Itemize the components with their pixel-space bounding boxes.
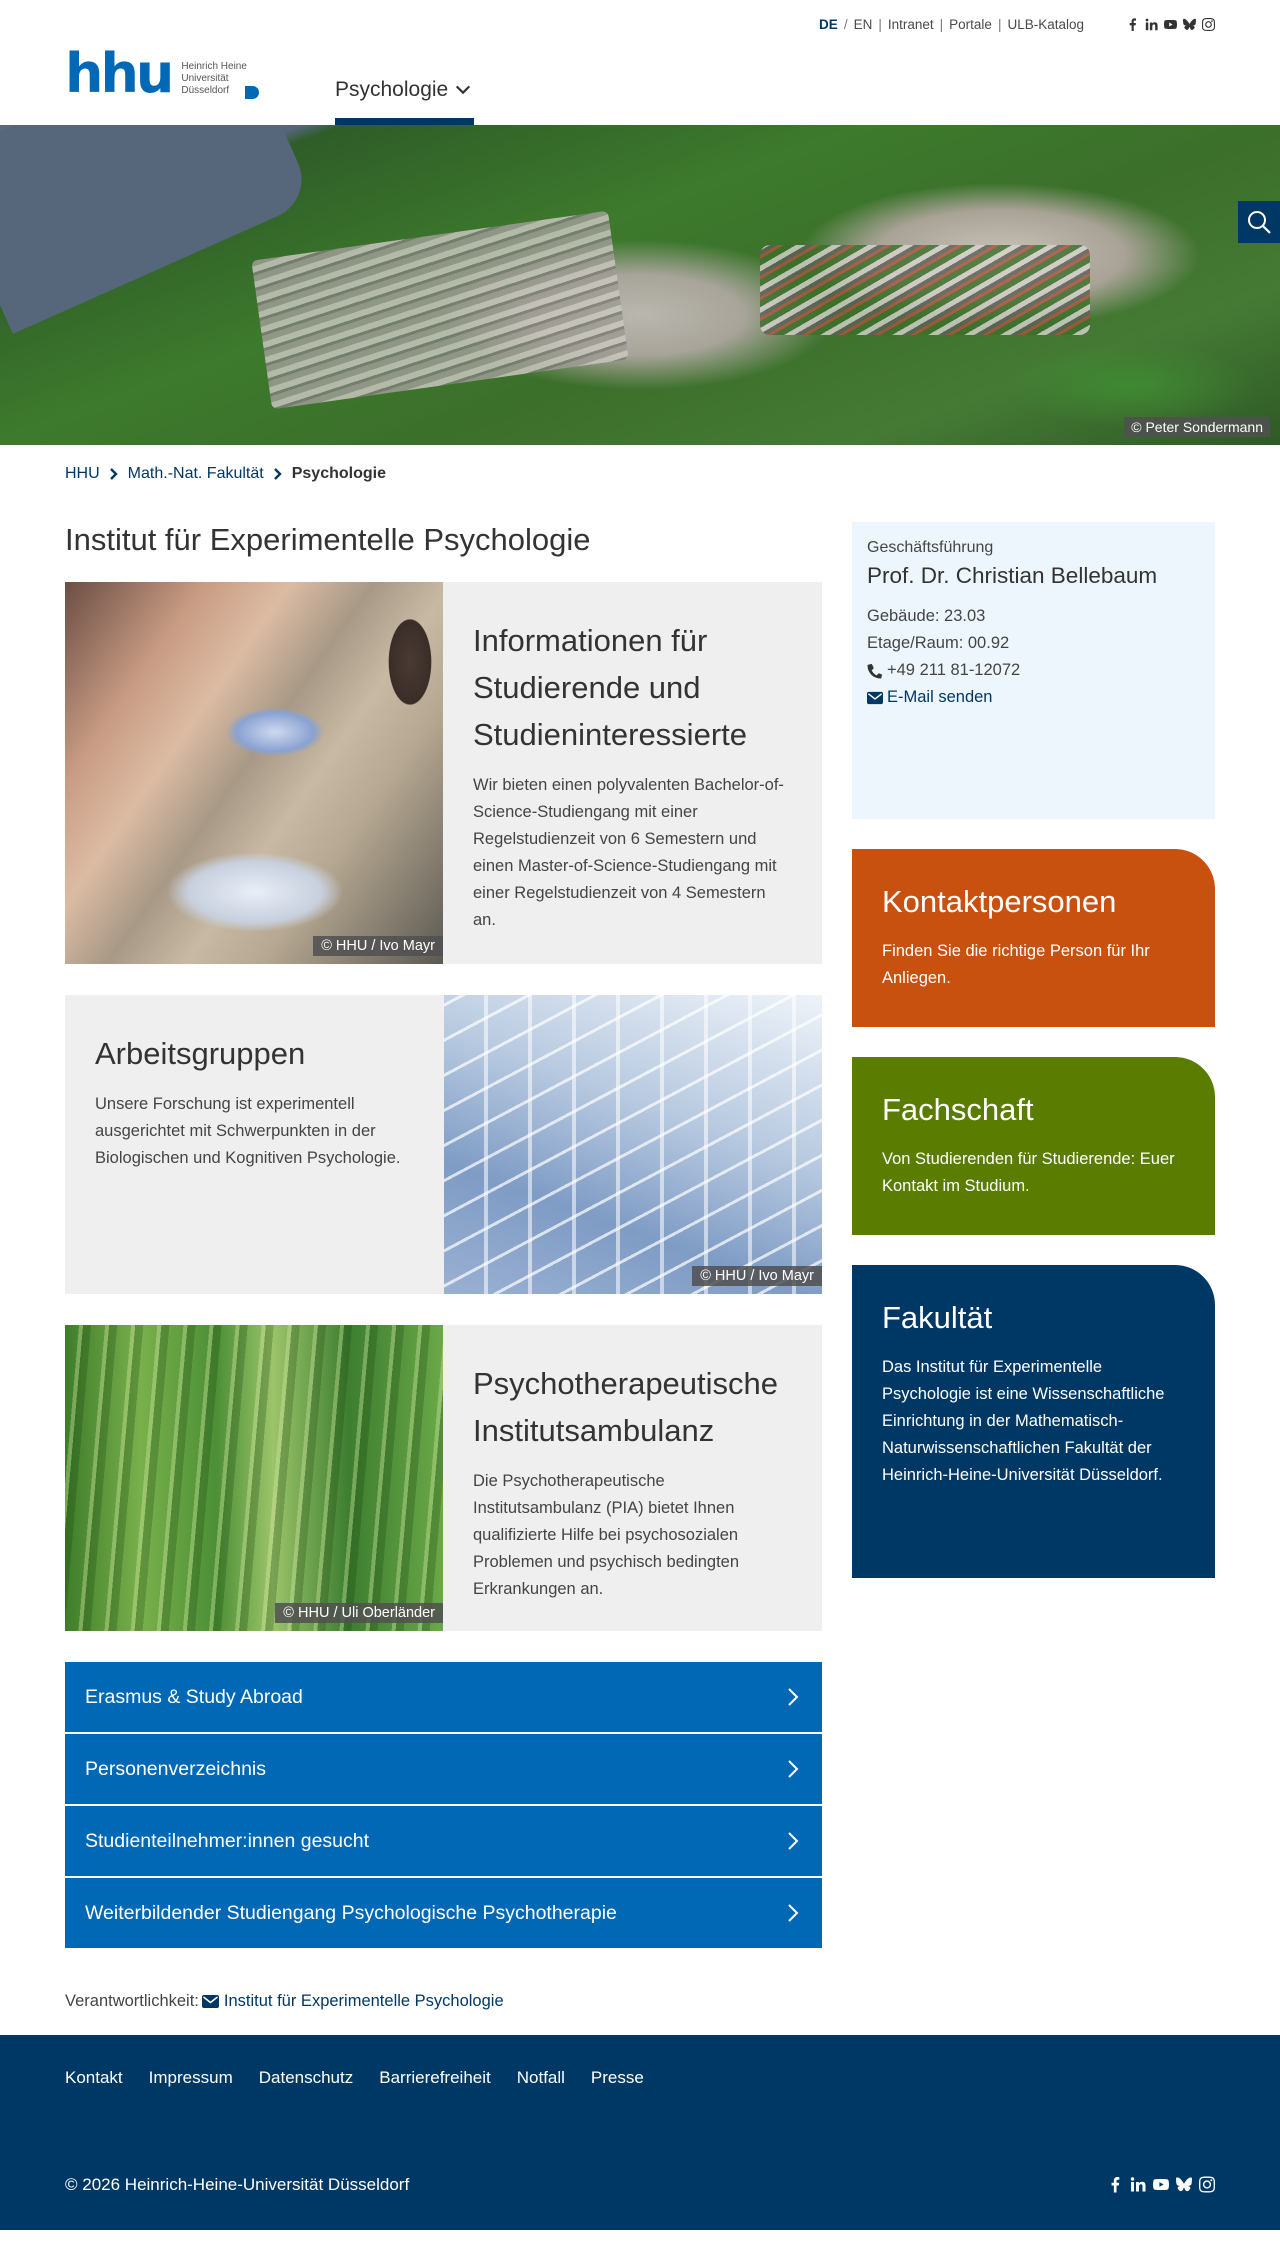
envelope-icon [867,690,883,706]
divider: | [997,17,1002,32]
logo-text [181,61,247,97]
contact-email-link[interactable] [867,684,1200,711]
link-weiterbildung[interactable] [65,1878,822,1948]
social-links [1126,18,1215,31]
footer-link-barrierefreiheit[interactable]: Barrierefreiheit [379,2068,491,2087]
card-fachschaft[interactable] [852,1057,1215,1235]
chevron-right-icon [108,468,120,480]
teaser-text [443,582,822,964]
intranet-link[interactable]: Intranet [887,17,934,32]
card-text: Das Institut für Experimentelle Psychologie ist eine Wissenschaftliche Einrichtung in der Mathematisch-Naturwissenschaftlichen Fakultät der Heinrich-Heine-Universität Düsseldorf. [882,1358,1165,1484]
copyright: © 2026 Heinrich-Heine-Universität Düsseldorf [65,2175,410,2194]
responsibility [65,1992,822,2011]
ulb-katalog-link[interactable]: ULB-Katalog [1007,17,1084,32]
phone-icon [867,663,883,679]
teaser-arbeitsgruppen[interactable] [65,995,822,1294]
building-image [444,995,822,1294]
card-text: Finden Sie die richtige Person für Ihr Anliegen. [882,942,1150,987]
card-title: Fachschaft [882,1092,1034,1127]
portale-link[interactable]: Portale [949,17,992,32]
teaser-text [443,1325,822,1631]
youtube-icon[interactable] [1153,2176,1169,2193]
hero-campus [251,211,628,410]
teaser-text [65,995,444,1294]
envelope-icon [202,1995,219,2008]
contact-name: Prof. Dr. Christian Bellebaum [867,563,1158,588]
breadcrumb-hhu[interactable]: HHU [65,465,100,482]
chevron-right-icon [786,1687,800,1707]
bluesky-icon[interactable] [1176,2176,1192,2193]
contact-room: Etage/Raum: 00.92 [867,634,1010,652]
chevron-right-icon [786,1759,800,1779]
hero-image [0,125,1280,445]
youtube-icon[interactable] [1164,18,1177,31]
contact-phone[interactable] [867,657,1200,684]
footer-link-kontakt[interactable]: Kontakt [65,2068,123,2087]
facebook-icon[interactable] [1126,18,1139,31]
breadcrumb-faculty[interactable]: Math.-Nat. Fakultät [127,465,264,482]
teaser-students[interactable] [65,582,822,964]
hero-houses [760,245,1090,335]
teaser-description: Wir bieten einen polyvalenten Bachelor-of-Science-Studiengang mit einer Regelstudienzeit von 6 Semestern und einen Master-of-Science-Studiengang mit einer Regelstudienzeit von 4 Semestern an. [473,776,784,929]
nav-item-label: Psychologie [335,78,449,101]
language-separator: / [843,17,848,32]
contact-box [852,522,1215,819]
hhu-logo[interactable] [65,42,247,105]
main-column [65,522,822,2011]
card-text: Von Studierenden für Studierende: Euer Kontakt im Studium. [882,1150,1175,1195]
link-personenverzeichnis[interactable] [65,1734,822,1804]
nav-item-psychologie[interactable] [335,72,472,108]
footer-link-notfall[interactable]: Notfall [516,2068,565,2087]
page-content [65,522,1215,2011]
language-de-link[interactable]: DE [819,17,838,32]
search-icon [1246,209,1272,235]
grass-image [65,1325,443,1631]
card-title: Kontaktpersonen [882,884,1117,919]
site-footer [0,2035,1280,2230]
link-label: Erasmus & Study Abroad [85,1685,303,1708]
logo-line-3: Düsseldorf [181,85,230,96]
contact-phone-label: +49 211 81-12072 [887,661,1021,679]
facebook-icon[interactable] [1107,2176,1123,2193]
footer-link-datenschutz[interactable]: Datenschutz [258,2068,354,2087]
link-label: Weiterbildender Studiengang Psychologische Psychotherapie [85,1901,617,1924]
chevron-right-icon [272,468,284,480]
card-fakultaet[interactable] [852,1265,1215,1578]
link-erasmus[interactable] [65,1662,822,1732]
instagram-icon[interactable] [1199,2176,1215,2193]
breadcrumb-current: Psychologie [291,465,386,482]
active-nav-indicator [335,118,474,125]
responsibility-link-label: Institut für Experimentelle Psychologie [223,1992,504,2010]
chevron-down-icon [454,81,472,99]
footer-link-impressum[interactable]: Impressum [148,2068,233,2087]
contact-building: Gebäude: 23.03 [867,607,986,625]
site-header [0,0,1280,125]
responsibility-label: Verantwortlichkeit: [65,1992,199,2010]
quick-links [65,1662,822,1948]
footer-social-links [1107,2176,1215,2193]
bluesky-icon[interactable] [1183,18,1196,31]
link-studienteilnehmer[interactable] [65,1806,822,1876]
card-kontaktpersonen[interactable] [852,849,1215,1027]
logo-line-1: Heinrich Heine [181,61,247,72]
card-title: Fakultät [882,1300,993,1335]
linkedin-icon[interactable] [1130,2176,1146,2193]
search-button[interactable] [1238,201,1280,243]
logo-dot [245,86,259,99]
divider: | [939,17,944,32]
logo-mark: hhu [65,42,172,105]
teaser-description: Die Psychotherapeutische Institutsambulanz (PIA) bietet Ihnen qualifizierte Hilfe bei psychosozialen Problemen und psychisch bedingten Erkrankungen an. [473,1472,740,1598]
utility-bar [819,17,1215,32]
instagram-icon[interactable] [1202,18,1215,31]
sidebar [852,522,1215,2011]
divider: | [878,17,882,32]
linkedin-icon[interactable] [1145,18,1158,31]
responsibility-link[interactable] [202,1992,504,2011]
teaser-title: Psychotherapeutische Institutsambulanz [473,1366,779,1448]
hero-credit: © Peter Sondermann [1124,417,1270,437]
footer-link-presse[interactable]: Presse [590,2068,644,2087]
footer-nav [65,2068,644,2088]
contact-email-label: E-Mail senden [887,688,993,706]
link-label: Personenverzeichnis [85,1757,267,1780]
breadcrumb [65,465,1280,483]
students-image [65,582,443,964]
image-credit: © HHU / Ivo Mayr [692,1266,822,1286]
teaser-ambulanz[interactable] [65,1325,822,1631]
main-nav [335,72,472,125]
teaser-title: Arbeitsgruppen [95,1036,306,1071]
image-credit: © HHU / Uli Oberländer [275,1603,443,1623]
teaser-title: Informationen für Studierende und Studieninteressierte [473,623,747,752]
logo-line-2: Universität [181,73,229,84]
image-credit: © HHU / Ivo Mayr [313,936,443,956]
chevron-right-icon [786,1903,800,1923]
teaser-description: Unsere Forschung ist experimentell ausgerichtet mit Schwerpunkten in der Biologischen und Kognitiven Psychologie. [95,1095,401,1167]
language-en-link[interactable]: EN [853,17,873,32]
link-label: Studienteilnehmer:innen gesucht [85,1829,370,1852]
chevron-right-icon [786,1831,800,1851]
page-title: Institut für Experimentelle Psychologie [65,522,591,557]
contact-role: Geschäftsführung [867,539,994,556]
